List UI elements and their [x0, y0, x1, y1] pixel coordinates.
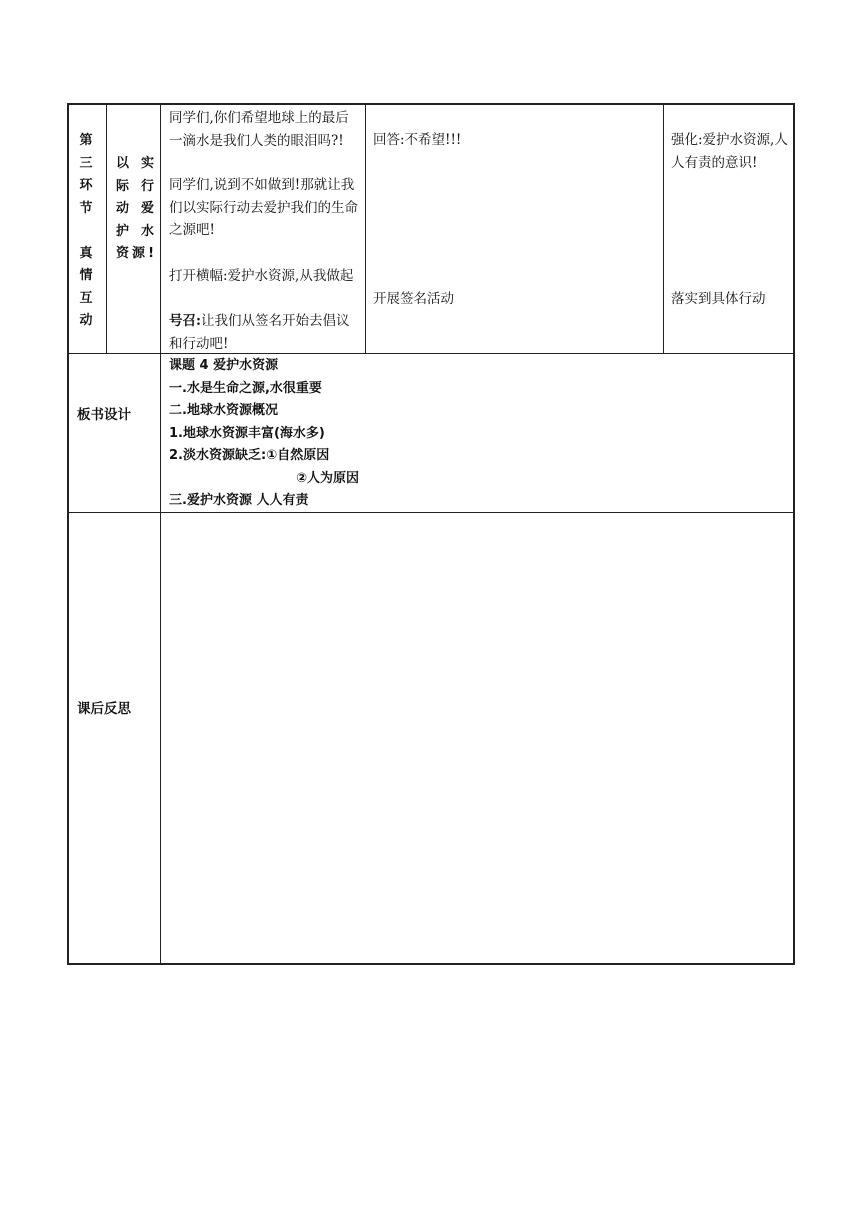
board-line: 课题 4 爱护水资源: [169, 358, 279, 373]
stage-char: 节: [79, 200, 93, 216]
stage-char: 环: [79, 178, 93, 193]
teacher-question-1: 同学们,你们希望地球上的最后一滴水是我们人类的眼泪吗?!: [169, 110, 349, 149]
topic-line: 动 爱: [116, 201, 154, 216]
student-activity: 开展签名活动: [373, 291, 454, 307]
board-line: 三.爱护水资源 人人有责: [169, 493, 309, 508]
design-intent-2: 落实到具体行动: [671, 291, 766, 307]
teacher-call-label: 号召:: [169, 313, 201, 329]
stage-char: 情: [79, 268, 93, 283]
board-line: 1.地球水资源丰富(海水多): [169, 425, 325, 441]
student-answer: 回答:不希望!!!: [373, 132, 462, 148]
teacher-call-text: 让我们从签名开始去倡议和行动吧!: [169, 313, 350, 352]
lesson-plan-table: [67, 103, 795, 965]
topic-line: 资源!: [116, 246, 154, 261]
stage-char: [78, 220, 94, 243]
board-line: 2.淡水资源缺乏:①自然原因: [169, 448, 330, 463]
board-line: 二.地球水资源概况: [169, 403, 278, 418]
col-divider: [365, 105, 366, 353]
stage-topic: [116, 153, 154, 266]
stage-char: 动: [79, 313, 93, 328]
col-divider: [663, 105, 664, 353]
stage-label: [78, 130, 94, 333]
board-line: 一.水是生命之源,水很重要: [169, 380, 322, 396]
teacher-call: [169, 310, 361, 355]
board-design-label: 板书设计: [77, 407, 131, 423]
topic-line: 际 行: [116, 178, 154, 194]
board-design-content: [169, 355, 359, 513]
design-intent-1: 强化:爱护水资源,人人有责的意识!: [671, 132, 788, 171]
stage-char: 三: [79, 155, 93, 171]
reflection-content-area[interactable]: [161, 513, 793, 963]
reflection-label: 课后反思: [77, 701, 131, 717]
teacher-banner: 打开横幅:爱护水资源,从我做起: [169, 268, 354, 284]
col-divider: [106, 105, 107, 353]
teacher-question-2: 同学们,说到不如做到!那就让我们以实际行动去爱护我们的生命之源吧!: [169, 177, 358, 238]
stage-char: 互: [79, 290, 93, 306]
topic-line: 护 水: [116, 223, 154, 239]
topic-line: 以 实: [116, 156, 154, 171]
stage-char: 第: [79, 133, 93, 148]
stage-char: 真: [79, 245, 93, 261]
board-line: ②人为原因: [295, 470, 359, 486]
